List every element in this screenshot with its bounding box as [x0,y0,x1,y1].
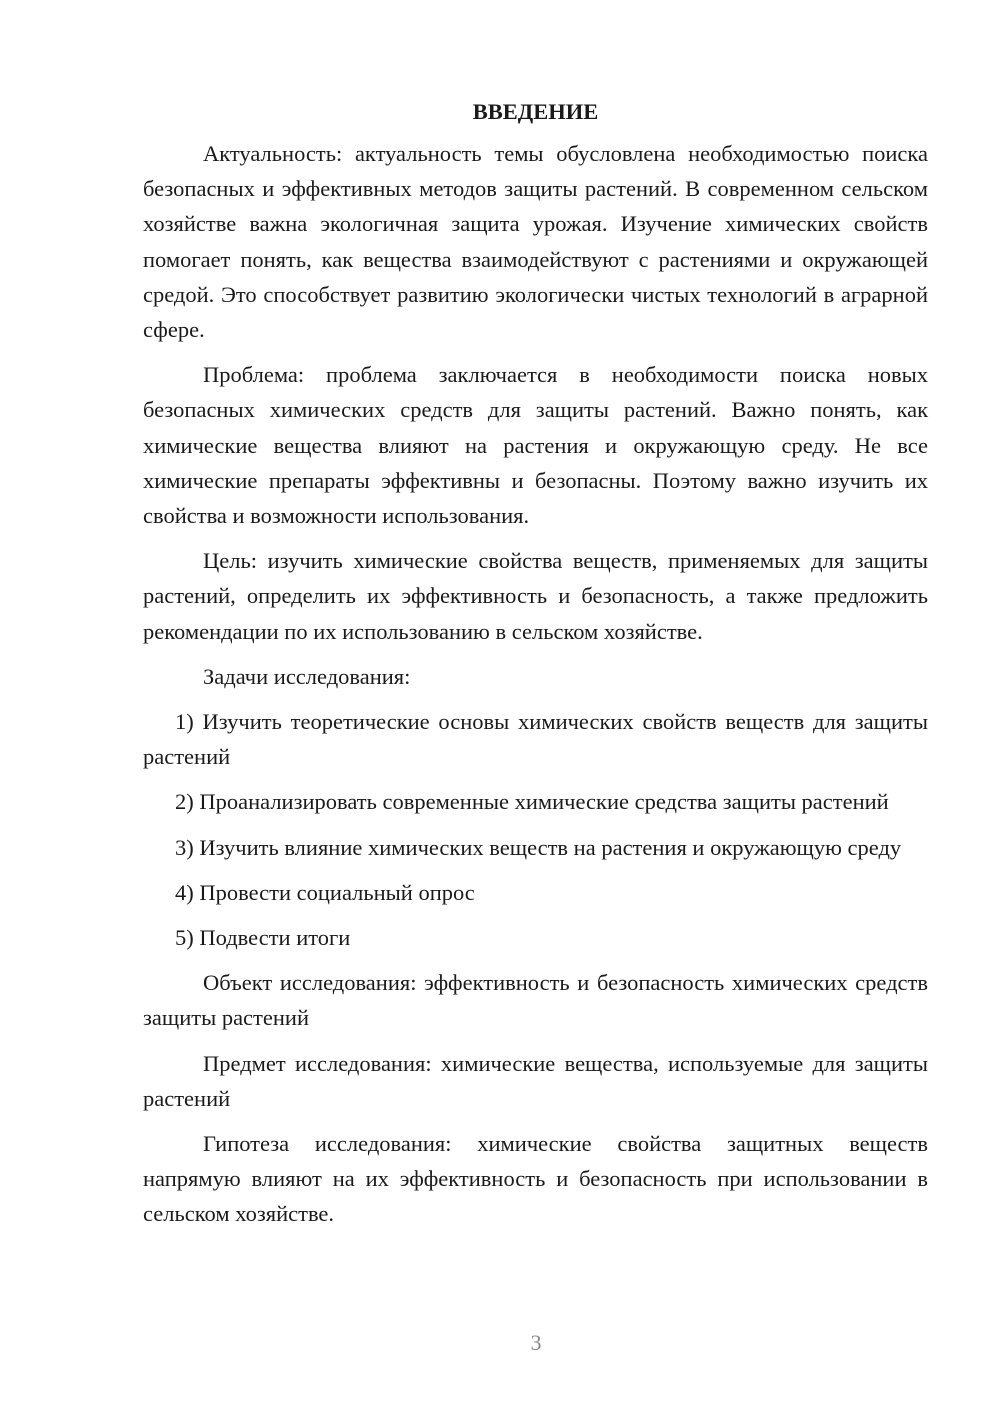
tasks-list [143,704,928,955]
page-number: 3 [530,1330,542,1355]
problem-paragraph: Проблема: проблема заключается в необходимости поиска новых безопасных химических средств для защиты растений. Важно понять, как химические вещества влияют на растения и окружающую среду. Не все химические препараты эффективны и безопасны. Поэтому важно изучить их свойства и возможности использования. [143,362,928,529]
task-item: 5) Подвести итоги [175,925,351,951]
task-item: 4) Провести социальный опрос [175,879,475,905]
relevance-paragraph: Актуальность: актуальность темы обусловлена необходимостью поиска безопасных и эффективных методов защиты растений. В современном сельском хозяйстве важна экологичная защита урожая. Изучение химических свойств помогает понять, как вещества взаимодействуют с растениями и окружающей средой. Это способствует развитию экологически чистых технологий в аграрной сфере. [143,141,928,343]
hypothesis-paragraph: Гипотеза исследования: химические свойства защитных веществ напрямую влияют на их эффективность и безопасность при использовании в сельском хозяйстве. [143,1131,928,1227]
page-title: ВВЕДЕНИЕ [472,99,599,124]
goal-paragraph: Цель: изучить химические свойства веществ, применяемых для защиты растений, определить их эффективность и безопасность, а также предложить рекомендации по их использованию в сельском хозяйстве. [143,548,928,644]
task-item: 2) Проанализировать современные химические средства защиты растений [175,789,889,815]
document-page [143,92,928,1242]
object-paragraph: Объект исследования: эффективность и безопасность химических средств защиты растений [143,970,928,1031]
tasks-heading: Задачи исследования: [203,663,411,689]
task-item: 1) Изучить теоретические основы химических свойств веществ для защиты растений [143,709,928,770]
task-item: 3) Изучить влияние химических веществ на растения и окружающую среду [175,834,902,860]
subject-paragraph: Предмет исследования: химические вещества, используемые для защиты растений [143,1050,928,1111]
